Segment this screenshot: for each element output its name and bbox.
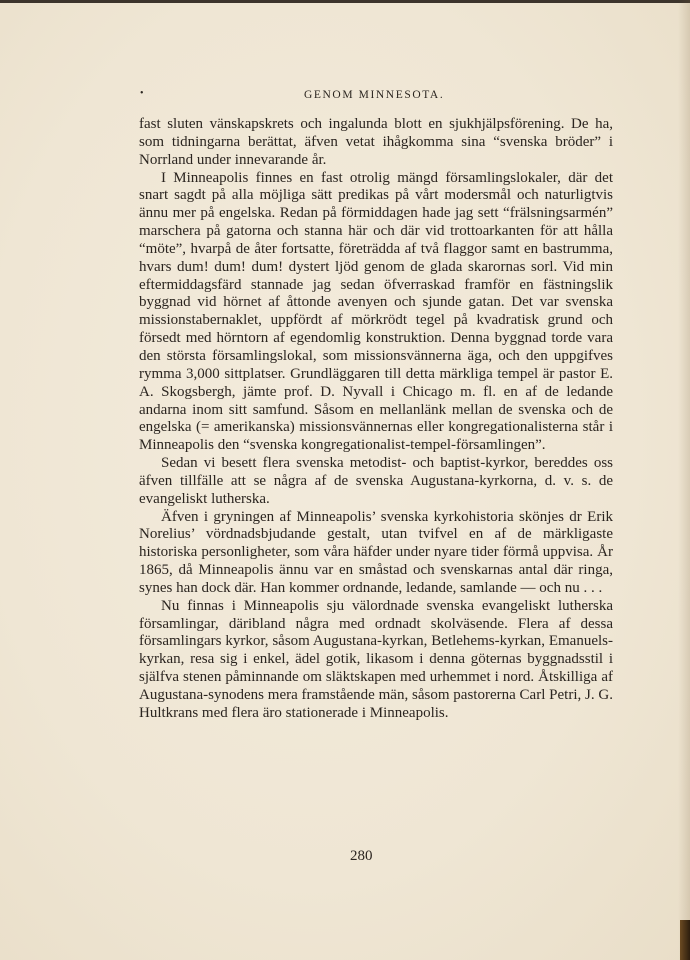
paragraph: Nu finnas i Minneapolis sju välordnade svenska evangeliskt lutherska församlingar, däribland några med ordnadt skolväsende. Flera af dessa församlingars kyrkor, såsom Augustana-kyrkan, Betlehems-kyrkan, Emanuels-kyrkan, resa sig i enkel, ädel gotik, likasom i denna göternas byggnadsstil i själfva stenen påminnande om släktskapen med urhemmet i nord. Åtskilliga af Augustana-synodens mera framstående män, såsom pastorerna Carl Petri, J. G. Hultkrans med flera äro stationerade i Minneapolis. [139,597,613,721]
body-text [139,116,613,723]
header-bullet: • [140,88,146,99]
page-number: 280 [350,848,373,864]
running-head-title: GENOM MINNESOTA. [304,89,445,101]
page-top-edge [0,0,690,3]
paragraph: fast sluten vänskapskrets och ingalunda blott en sjukhjälpsförening. De ha, som tidningarna berättat, äfven vetat ihågkomma sina “svenska bröder” i Norrland under innevarande år. [139,116,613,168]
paragraph: Sedan vi besett flera svenska metodist- och baptist-kyrkor, bereddes oss äfven tillfälle att se några af de svenska Augustana-kyrkorna, d. v. s. de evangeliskt lutherska. [139,455,613,507]
page-gutter-shadow [678,0,690,960]
page-corner-mark [680,920,690,960]
paragraph: I Minneapolis finnes en fast otrolig mängd församlingslokaler, där det snart sagdt på alla möjliga sätt predikas på vårt modersmål och naturligtvis ännu mer på engelska. Redan på förmiddagen hade jag sett “frälsningsarmén” marschera på gatorna och stanna här och där vid trottoarkanten för att hålla “möte”, hvarpå de åter fortsatte, företrädda af två flaggor samt en bastrumma, hvars dum! dum! dum! dystert ljöd genom de glada skarornas sorl. Vid min eftermiddagsfärd stannade jag sedan öfverraskad framför en fästningslik byggnad vid hörnet af åttonde avenyen och sjunde gatan. Det var svenska missionstabernaklet, uppfördt af mörkrödt tegel på kvadratisk grund och försedt med hörntorn af egendomlig konstruktion. Denna byggnad torde vara den största församlingslokal, som missionsvännerna äga, och den uppgifves rymma 3,000 sittplatser. Grundläggaren till detta märkliga tempel är pastor E. A. Skogsbergh, jämte prof. D. Nyvall i Chicago m. fl. en af de ledande andarna inom sitt samfund. Såsom en mellanlänk mellan de svenska och de engelska (= amerikanska) missionsvännernas eller kongregationalisterna står i Minneapolis den “svenska kongregationalist-tempel-församlingen”. [139,169,613,454]
paragraph: Äfven i gryningen af Minneapolis’ svenska kyrkohistoria skönjes dr Erik Norelius’ vördnadsbjudande gestalt, utan tvifvel en af de märkligaste historiska personligheter, som våra häfder under nyare tider förmå uppvisa. År 1865, då Minneapolis ännu var en småstad och svenskarnas antal där ringa, synes han dock där. Han kommer ordnande, ledande, samlande — och nu . . . [139,508,613,596]
